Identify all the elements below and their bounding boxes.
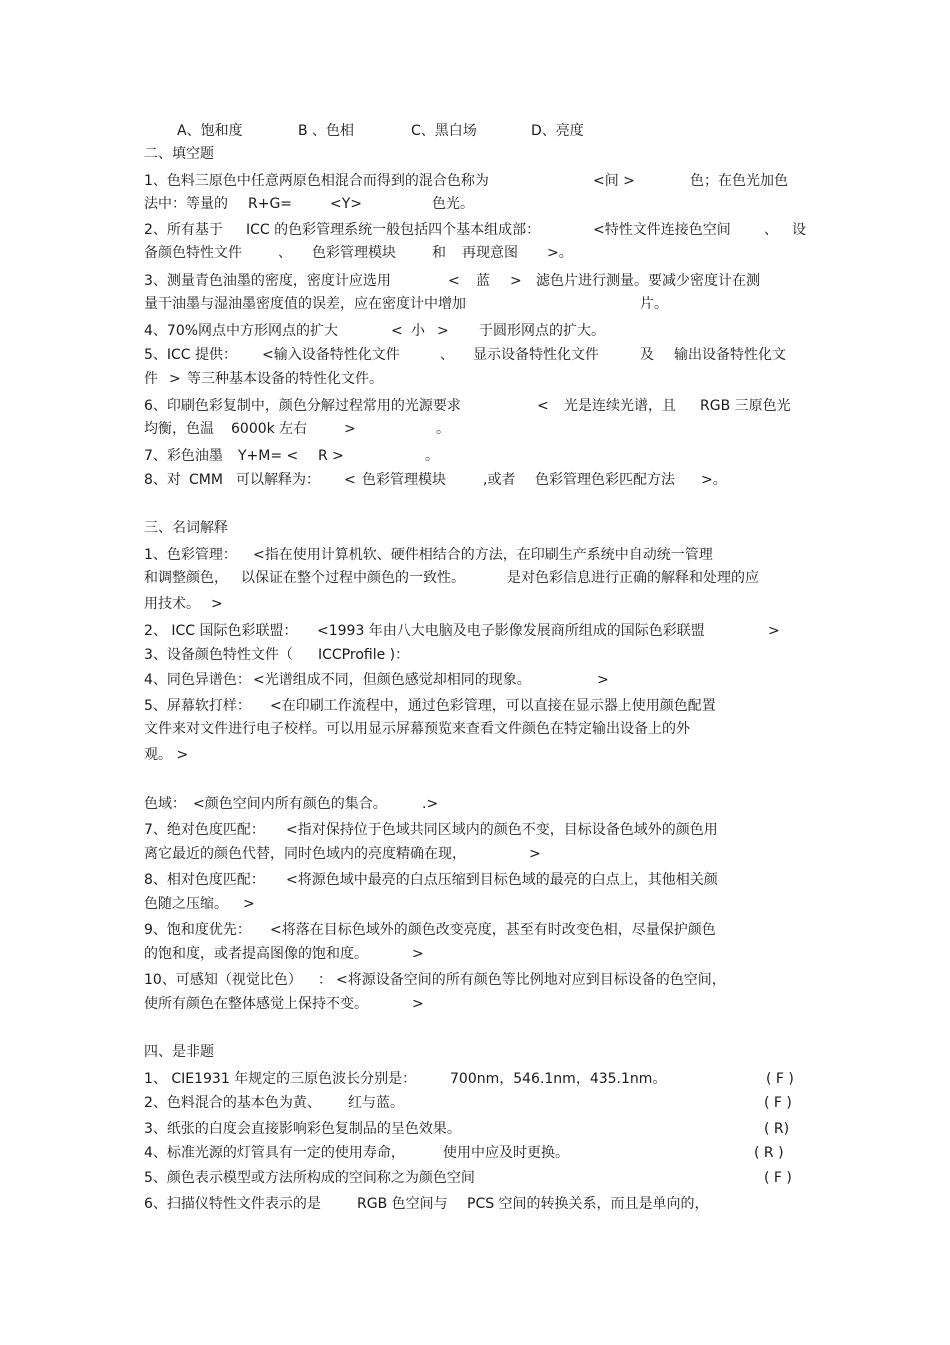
term7-close: > bbox=[529, 846, 541, 862]
term10-def1: <将源设备空间的所有颜色等比例地对应到目标设备的色空间， bbox=[336, 972, 726, 988]
fill-q2-line1b: ICC 的色彩管理系统一般包括四个基本组成部： bbox=[246, 222, 541, 238]
tf-item-2-detail: 红与蓝。 bbox=[348, 1095, 404, 1111]
tf-item-6c: PCS 空间的转换关系，而且是单向的， bbox=[467, 1196, 709, 1212]
term2-def: <1993 年由八大电脑及电子影像发展商所组成的国际色彩联盟 bbox=[317, 623, 705, 639]
fill-q6-open: < bbox=[537, 398, 549, 414]
term4-label: 4、同色异谱色： bbox=[144, 672, 251, 688]
tf-item-1: 1、 CIE1931 年规定的三原色波长分别是： bbox=[144, 1071, 417, 1087]
fill-q6-end: 。 bbox=[436, 421, 450, 437]
option-c: C、黑白场 bbox=[411, 123, 477, 139]
fill-q8-explain: 可以解释为： bbox=[236, 472, 320, 488]
fill-q6-rgb: RGB 三原色光 bbox=[700, 398, 791, 414]
fill-q6-line1: 6、印刷色彩复制中，颜色分解过程常用的光源要求 bbox=[144, 398, 461, 414]
fill-q2-sep2: 、 bbox=[278, 245, 292, 261]
tf-item-5-answer: ( F ) bbox=[764, 1170, 792, 1186]
tf-item-4: 4、标准光源的灯管具有一定的使用寿命， bbox=[144, 1145, 405, 1161]
term1-def2: 和调整颜色， bbox=[144, 570, 228, 586]
fill-q5-and: 及 bbox=[640, 347, 654, 363]
fill-q2-cmm: 色彩管理模块 bbox=[312, 245, 396, 261]
tf-item-2: 2、色料混合的基本色为黄、 bbox=[144, 1095, 321, 1111]
option-b: B 、色相 bbox=[298, 123, 355, 139]
fill-q4-answer: 小 bbox=[411, 323, 425, 339]
fill-q1-answer: <间 > bbox=[593, 173, 635, 189]
fill-q4-open: < bbox=[391, 323, 403, 339]
fill-q8-cmm: CMM bbox=[189, 472, 223, 488]
tf-item-1-detail: 700nm，546.1nm，435.1nm。 bbox=[450, 1071, 667, 1087]
fill-q5-input: <输入设备特性化文件 bbox=[262, 347, 400, 363]
term8-def2: 色随之压缩。 bbox=[144, 896, 228, 912]
option-a: A、饱和度 bbox=[177, 123, 243, 139]
fill-q8-answer2: 色彩管理色彩匹配方法 bbox=[535, 472, 675, 488]
fill-q8-end: >。 bbox=[701, 472, 727, 488]
term10-colon: ： bbox=[318, 972, 332, 988]
fill-q3-close: > bbox=[510, 273, 522, 289]
section-title-fill: 二、填空题 bbox=[144, 146, 214, 162]
fill-q6-answer: 光是连续光谱，且 bbox=[564, 398, 676, 414]
term1-def2c: 是对色彩信息进行正确的解释和处理的应 bbox=[507, 570, 759, 586]
term1-label: 1、色彩管理： bbox=[144, 547, 237, 563]
term6-label: 色域： bbox=[144, 796, 186, 812]
fill-q2-line1: 2、所有基于 bbox=[144, 222, 223, 238]
term6-def: <颜色空间内所有颜色的集合。 bbox=[193, 796, 387, 812]
term7-def2: 离它最近的颜色代替，同时色域内的亮度精确在现， bbox=[144, 846, 466, 862]
term1-def2b: 以保证在整个过程中颜色的一致性。 bbox=[241, 570, 465, 586]
term9-label: 9、饱和度优先： bbox=[144, 922, 251, 938]
fill-q3-line2: 量干油墨与湿油墨密度值的误差，应在密度计中增加 bbox=[144, 296, 466, 312]
fill-q6-close: > bbox=[344, 421, 356, 437]
fill-q5-output: 输出设备特性化文 bbox=[674, 347, 786, 363]
term4-def: <光谱组成不同，但颜色感觉却相同的现象。 bbox=[253, 672, 531, 688]
fill-q8-answer1: 色彩管理模块 bbox=[362, 472, 446, 488]
tf-item-1-answer: ( F ) bbox=[766, 1071, 794, 1087]
tf-item-3-answer: ( R) bbox=[764, 1121, 790, 1137]
term10-def2: 使所有颜色在整体感觉上保持不变。 bbox=[144, 996, 368, 1012]
fill-q5-close: > bbox=[169, 371, 181, 387]
term4-close: > bbox=[597, 672, 609, 688]
term6-close: .> bbox=[422, 796, 439, 812]
fill-q3-line2-end: 片。 bbox=[640, 296, 668, 312]
section-title-terms: 三、名词解释 bbox=[144, 520, 228, 536]
fill-q6-line2: 均衡，色温 bbox=[144, 421, 214, 437]
fill-q3-open: < bbox=[448, 273, 460, 289]
fill-q2-end: >。 bbox=[547, 245, 573, 261]
fill-q2-answer: <特性文件连接色空间 bbox=[593, 222, 731, 238]
term2-close: > bbox=[768, 623, 780, 639]
term5-def3: 观。 > bbox=[144, 747, 189, 763]
fill-q2-line1-end: 设 bbox=[792, 222, 806, 238]
tf-item-6b: RGB 色空间与 bbox=[357, 1196, 448, 1212]
term8-label: 8、相对色度匹配： bbox=[144, 872, 265, 888]
term2-label: 2、 ICC 国际色彩联盟： bbox=[144, 623, 298, 639]
term1-def3: 用技术。 bbox=[144, 596, 200, 612]
term1-close: > bbox=[211, 596, 223, 612]
term7-def1: <指对保持位于色域共同区域内的颜色不变，目标设备色域外的颜色用 bbox=[286, 822, 718, 838]
fill-q5-display: 显示设备特性化文件 bbox=[473, 347, 599, 363]
term7-label: 7、绝对色度匹配： bbox=[144, 822, 265, 838]
fill-q7-formula: Y+M= < bbox=[238, 448, 299, 464]
fill-q3-answer: 蓝 bbox=[476, 273, 490, 289]
fill-q1-answer2: <Y> bbox=[330, 196, 363, 212]
fill-q5-line2-end: 等三种基本设备的特性化文件。 bbox=[187, 371, 383, 387]
fill-q4-close: > bbox=[437, 323, 449, 339]
term9-close: > bbox=[412, 946, 424, 962]
fill-q7-line1: 7、彩色油墨 bbox=[144, 448, 223, 464]
option-d: D、亮度 bbox=[531, 123, 584, 139]
fill-q2-intent: 再现意图 bbox=[462, 245, 518, 261]
fill-q8-or: ,或者 bbox=[483, 472, 516, 488]
tf-item-2-answer: ( F ) bbox=[764, 1095, 792, 1111]
fill-q7-answer: R > bbox=[318, 448, 344, 464]
term8-close: > bbox=[243, 896, 255, 912]
fill-q1-formula: R+G= bbox=[248, 196, 293, 212]
term9-def1: <将落在目标色域外的颜色改变亮度，甚至有时改变色相，尽量保护颜色 bbox=[270, 922, 716, 938]
term3-label2: ICCProfile )： bbox=[318, 647, 410, 663]
fill-q1-line1: 1、色料三原色中任意两原色相混合而得到的混合色称为 bbox=[144, 173, 489, 189]
term5-label: 5、屏幕软打样： bbox=[144, 698, 251, 714]
fill-q3-line1-end: 滤色片进行测量。要减少密度计在测 bbox=[536, 273, 760, 289]
fill-q8-line1: 8、对 bbox=[144, 472, 181, 488]
term1-def1: <指在使用计算机软、硬件相结合的方法，在印刷生产系统中自动统一管理 bbox=[253, 547, 713, 563]
fill-q5-line2: 件 bbox=[144, 371, 158, 387]
fill-q4-line1: 4、70%网点中方形网点的扩大 bbox=[144, 323, 339, 339]
term10-close: > bbox=[412, 996, 424, 1012]
fill-q1-line1-end: 色；在色光加色 bbox=[690, 173, 788, 189]
fill-q2-sep: 、 bbox=[764, 222, 778, 238]
fill-q2-line2: 备颜色特性文件 bbox=[144, 245, 242, 261]
term5-def2: 文件来对文件进行电子校样。可以用显示屏幕预览来查看文件颜色在特定输出设备上的外 bbox=[144, 721, 690, 737]
section-title-tf: 四、是非题 bbox=[144, 1044, 214, 1060]
fill-q7-end: 。 bbox=[425, 448, 439, 464]
tf-item-5: 5、颜色表示模型或方法所构成的空间称之为颜色空间 bbox=[144, 1170, 475, 1186]
tf-item-3: 3、纸张的白度会直接影响彩色复制品的呈色效果。 bbox=[144, 1121, 461, 1137]
fill-q4-line1-end: 于圆形网点的扩大。 bbox=[479, 323, 605, 339]
fill-q3-line1: 3、测量青色油墨的密度，密度计应选用 bbox=[144, 273, 391, 289]
term9-def2: 的饱和度，或者提高图像的饱和度。 bbox=[144, 946, 368, 962]
fill-q5-line1: 5、ICC 提供： bbox=[144, 347, 238, 363]
term10-label: 10、可感知（视觉比色） bbox=[144, 972, 302, 988]
term3-label: 3、设备颜色特性文件（ bbox=[144, 647, 293, 663]
fill-q8-open: < bbox=[344, 472, 356, 488]
fill-q6-temp: 6000k 左右 bbox=[231, 421, 308, 437]
fill-q2-and: 和 bbox=[432, 245, 446, 261]
fill-q1-line2-end: 色光。 bbox=[432, 196, 474, 212]
tf-item-4-detail: 使用中应及时更换。 bbox=[443, 1145, 569, 1161]
term8-def1: <将源色域中最亮的白点压缩到目标色域的最亮的白点上，其他相关颜 bbox=[286, 872, 718, 888]
term5-def1: <在印刷工作流程中，通过色彩管理，可以直接在显示器上使用颜色配置 bbox=[270, 698, 716, 714]
fill-q5-sep: 、 bbox=[440, 347, 454, 363]
tf-item-4-answer: ( R ) bbox=[754, 1145, 784, 1161]
fill-q1-line2: 法中：等量的 bbox=[144, 196, 228, 212]
tf-item-6: 6、扫描仪特性文件表示的是 bbox=[144, 1196, 321, 1212]
